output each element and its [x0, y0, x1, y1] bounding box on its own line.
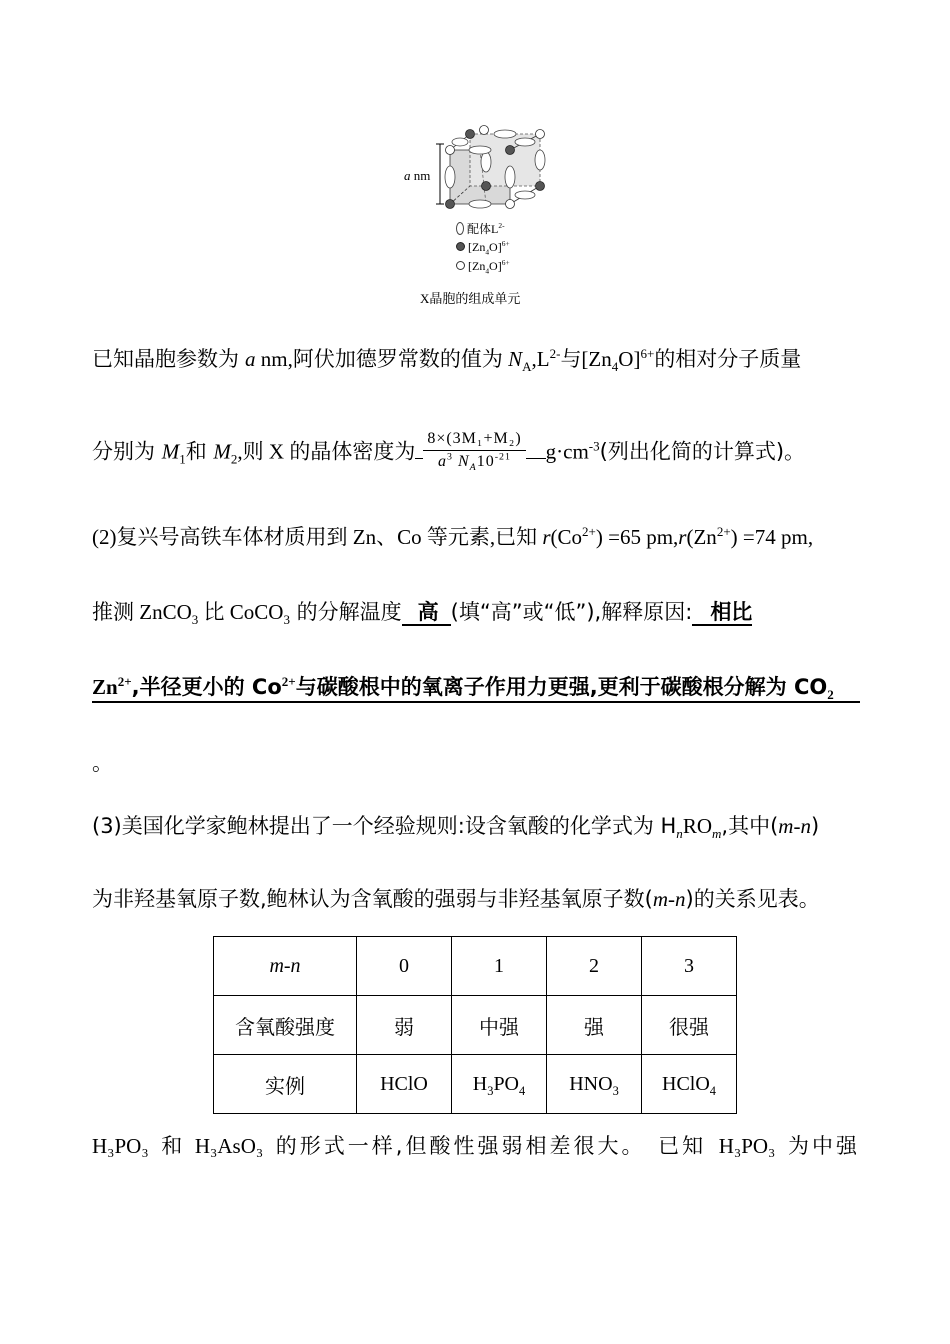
- table-cell: HClO$_4$: [642, 1055, 737, 1114]
- answer-reason-start: 相比: [692, 600, 752, 626]
- p2-line1: (2)复兴号高铁车体材质用到 Zn、Co 等元素,已知 $r(Co^{2+}) =65$ $pm,r(Zn^{2+}) =74$ pm,: [92, 524, 814, 549]
- table-cell: 实例: [214, 1055, 357, 1114]
- table-cell: 中强: [452, 996, 547, 1055]
- answer-high: 高: [402, 600, 451, 626]
- figure-caption: X晶胞的组成单元: [420, 291, 521, 306]
- oxyacid-strength-table: [213, 936, 737, 1114]
- open-circle-icon: [456, 261, 465, 270]
- table-row-strength: [214, 996, 737, 1055]
- density-fraction: [423, 428, 525, 473]
- p3-line1: (3)美国化学家鲍林提出了一个经验规则:设含氧酸的化学式为 $H_nRO_m$,其中(m-n): [92, 814, 820, 842]
- table-cell: 很强: [642, 996, 737, 1055]
- legend-ligand: 配体$L^{2-}$: [456, 220, 505, 237]
- p1-line2: 分别为 $M_1$和 $M_2$,则 X 的晶体密度为 $\frac{\text{8×(3M₁+M₂)}}{a^3 N_A10^{-21}}$ $g\cdot cm^{-3}$(列出化简的计算式)。: [92, 430, 806, 474]
- table-cell: 含氧酸强度: [214, 996, 357, 1055]
- filled-circle-icon: [456, 242, 465, 251]
- cell-edge-label: [404, 168, 430, 184]
- fraction-numerator: 8×(3M₁+M₂): [423, 428, 525, 451]
- table-cell: 3: [642, 937, 737, 996]
- table-cell: 0: [357, 937, 452, 996]
- p2-line4: 。: [92, 751, 113, 775]
- table-cell: 1: [452, 937, 547, 996]
- ellipse-icon: [456, 222, 464, 235]
- table-row-header: [214, 937, 737, 996]
- fraction-denominator: $a^3$ $N_A10^{-21}$: [438, 451, 511, 474]
- table-cell: $HNO_3$: [547, 1055, 642, 1114]
- table-cell: m-n: [214, 937, 357, 996]
- table-cell: HClO: [357, 1055, 452, 1114]
- p1-l1-a: 已知晶胞参数为 a nm,阿伏加德罗常数的值为 $N_A,L^{2-}$与$[Zn_4O]^{6+}$的相对分子质量: [92, 346, 802, 375]
- edge-unit: nm: [413, 168, 431, 183]
- table-cell: 强: [547, 996, 642, 1055]
- legend-dark-cluster: $[Zn_4O]^{6+}$: [456, 240, 510, 255]
- table-cell: 弱: [357, 996, 452, 1055]
- p1-line1: [92, 345, 860, 373]
- table-cell: $H_3PO_4$: [452, 1055, 547, 1114]
- p2-line3-answer: $Zn^{2+}$,半径更小的 $Co^{2+}$与碳酸根中的氧离子作用力更强,更利于碳酸根分解为 $CO_2$: [92, 673, 860, 703]
- p2-line2: 推测 ZnCO$_3$ 比 CoCO$_3$ 的分解温度 高 (填“高”或“低”),解释原因: 相比: [92, 600, 753, 628]
- p4-line1: H₃PO₃ 和 H₃AsO₃ 的形式一样,但酸性强弱相差很大。 已知 H₃PO₃ 为中强: [92, 1134, 860, 1158]
- table-row-examples: [214, 1055, 737, 1114]
- edge-var: a: [404, 168, 411, 183]
- p3-line2: 为非羟基氧原子数,鲍林认为含氧酸的强弱与非羟基氧原子数(m-n)的关系见表。: [92, 887, 820, 911]
- crystal-cell-figure: [398, 122, 558, 312]
- legend-light-cluster: $[Zn_4O]^{6+}$: [456, 259, 510, 274]
- table-cell: 2: [547, 937, 642, 996]
